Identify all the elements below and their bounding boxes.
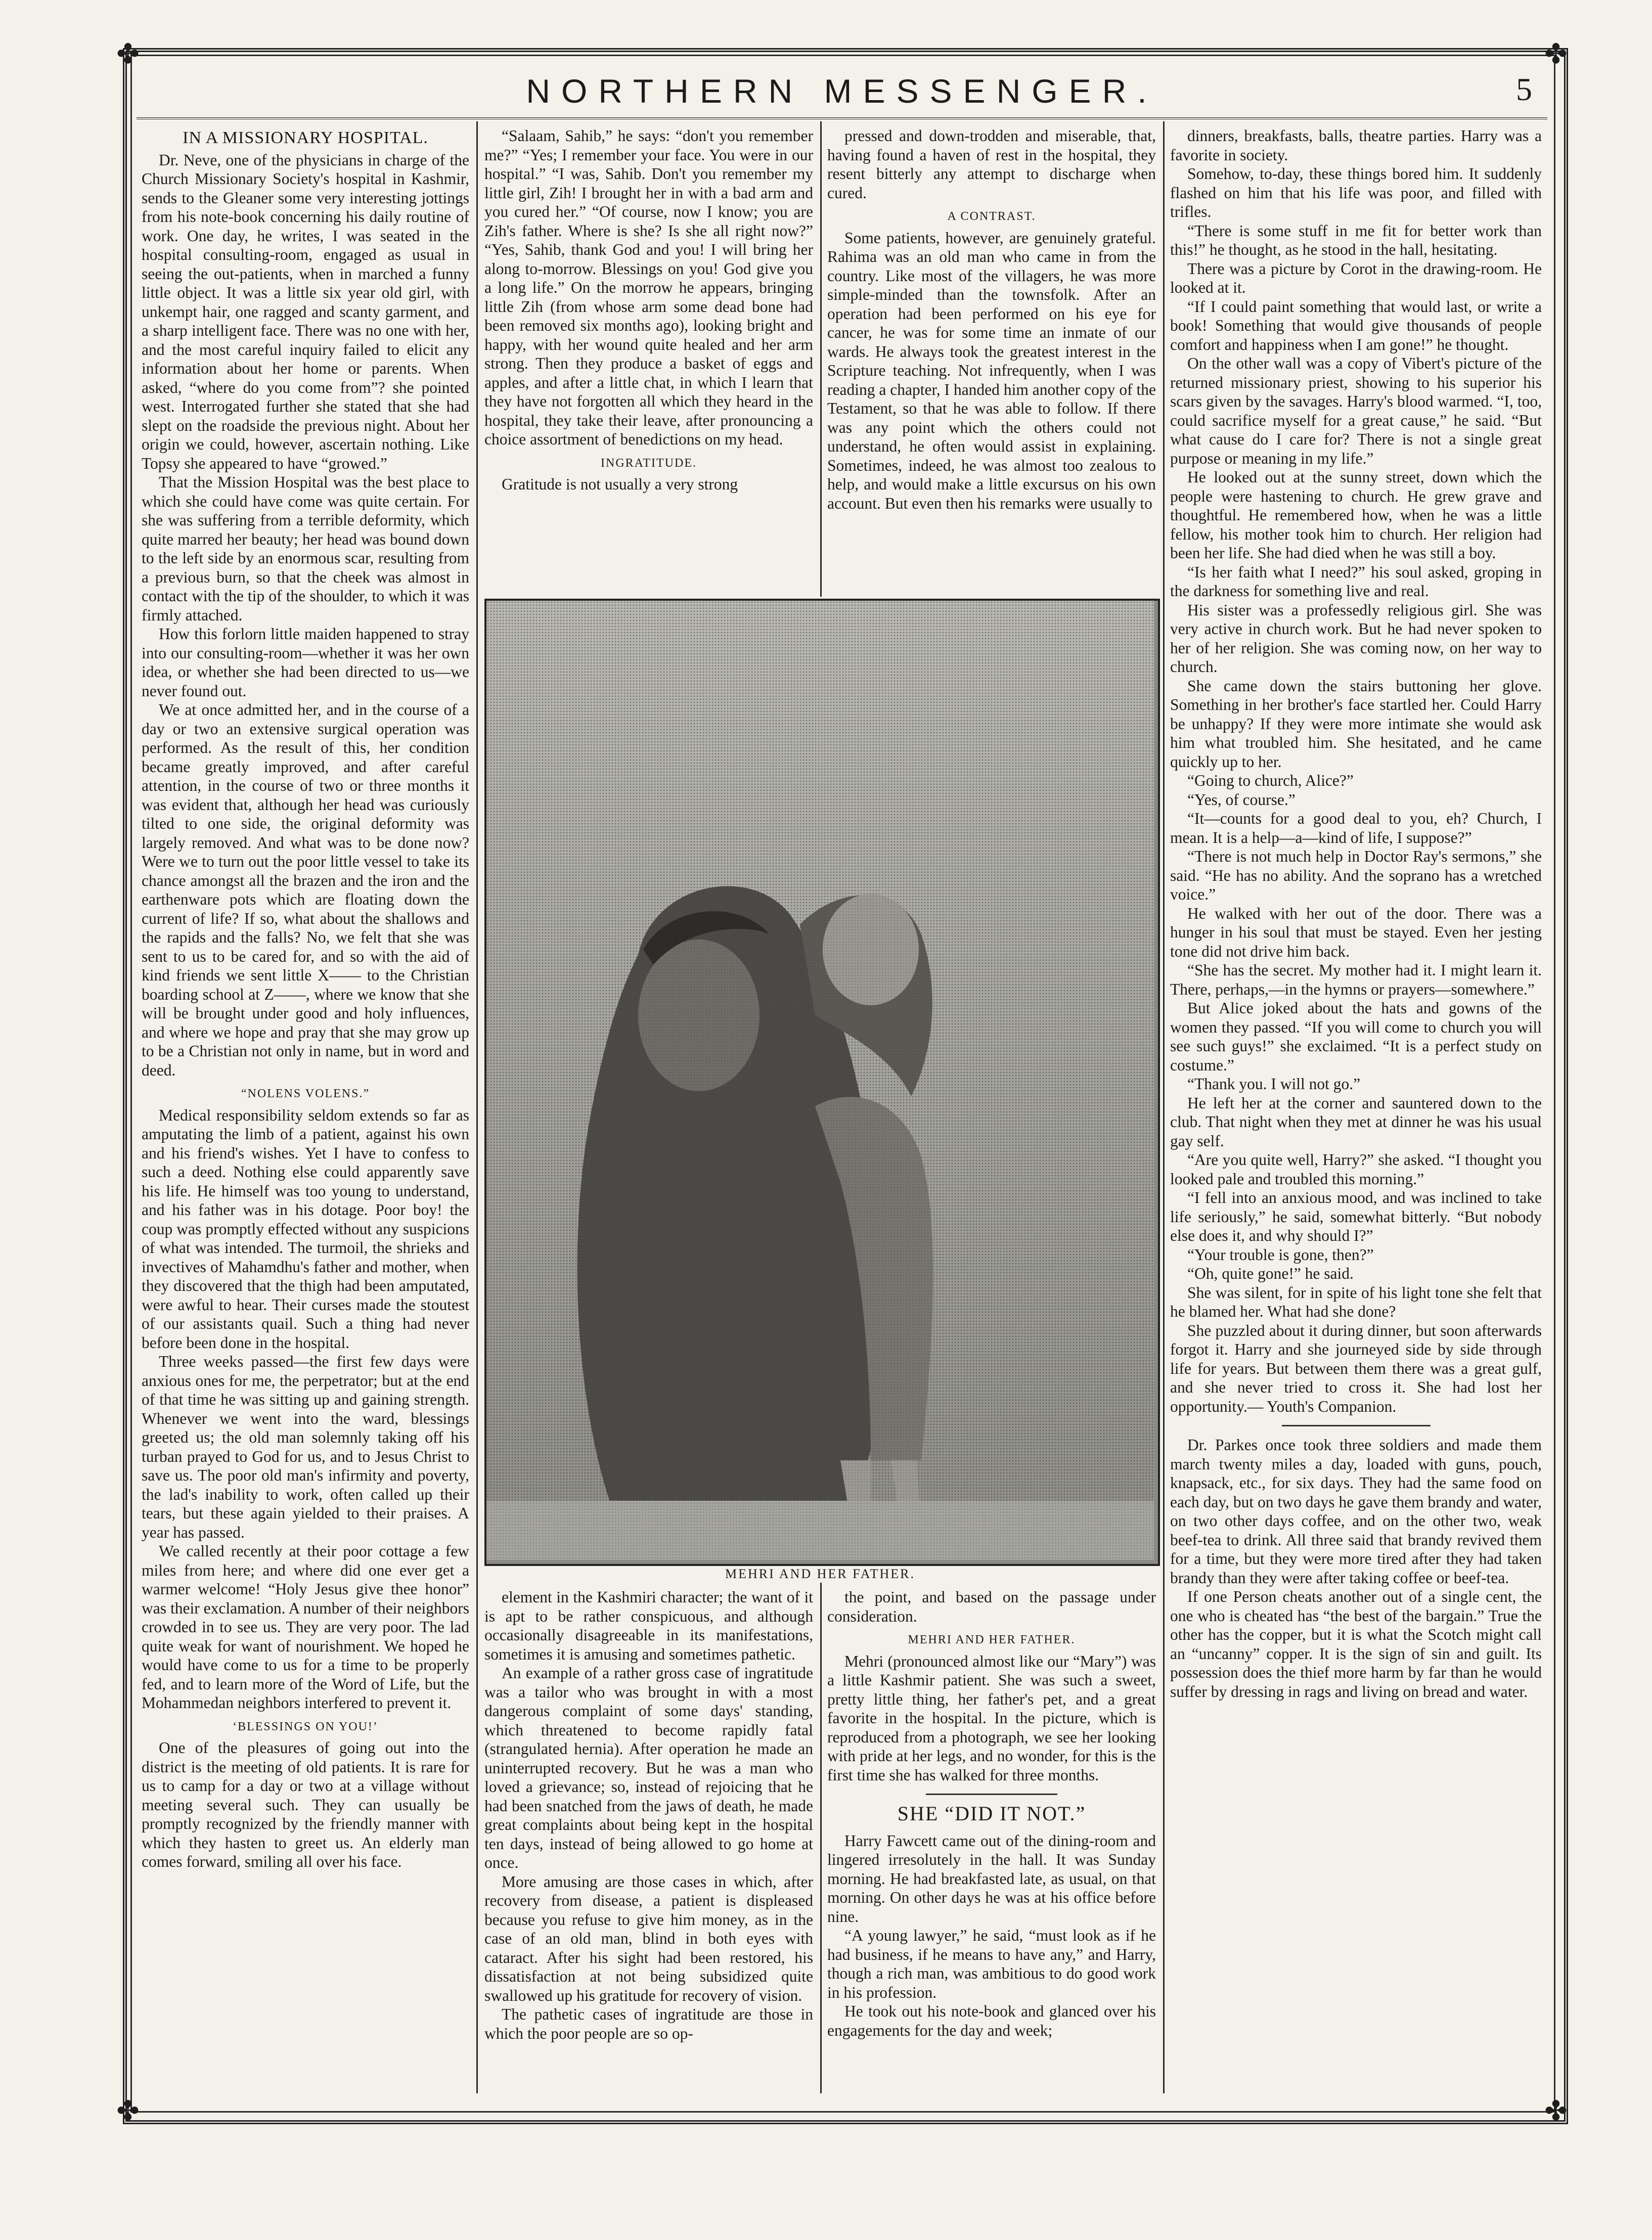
paragraph: Somehow, to-day, these things bored him. It suddenly flashed on him that his life was poor, and filled with trifles. bbox=[1170, 165, 1542, 220]
corner-ornament-icon: ✤ bbox=[1544, 2096, 1568, 2126]
paragraph: Dr. Neve, one of the physicians in charge of the Church Missionary Society's hospital in Kashmir, sends to the Gleaner some very interesting jottings from his note-book concerning his daily routine of work. One day, he writes, I was seated in the hospital consulting-room, engaged as usual in seeing the out-patients, when in marched a funny little object. It was a little six year old girl, with unkempt hair, one ragged and scanty garment, and a sharp intelligent face. There was no one with her, and the most careful inquiry failed to elicit any information about her home or parents. When asked, “where do you come from”? she pointed west. Interrogated further she stated that she had slept on the roadside the previous night. About her origin we could, however, ascertain nothing. Like Topsy she appeared to have “growed.” bbox=[142, 151, 469, 472]
column-rule bbox=[476, 121, 478, 2093]
paragraph: How this forlorn little maiden happened to stray into our consulting-room—whether it was her own idea, or whether she had been directed to us—we never found out. bbox=[142, 625, 469, 700]
paragraph: “Salaam, Sahib,” he says: “don't you remember me?” “Yes; I remember your face. You were in our hospital.” “I was, Sahib. Don't you remember my little girl, Zih! I brought her in with a bad arm and you cured her.” “Of course, now I know; you are Zih's father. Where is she? Is she all right now?” “Yes, Sahib, thank God and you! I will bring her along to-morrow. Blessings on you! God give you a long life.” On the morrow he appears, bringing little Zih (from whose arm some dead bone had been removed six months ago), looking bright and happy, with her wound quite healed and her arm strong. Then they produce a basket of eggs and apples, and after a little chat, in which I learn that they have not forgotten all which they heard in the hospital, they take their leave, after pronouncing a choice assortment of benedictions on my head. bbox=[484, 127, 813, 448]
column-rule bbox=[820, 1583, 822, 2093]
corner-ornament-icon: ✤ bbox=[1544, 39, 1568, 69]
paragraph: dinners, breakfasts, balls, theatre parties. Harry was a favorite in society. bbox=[1170, 127, 1542, 164]
paragraph: Some patients, however, are genuinely grateful. Rahima was an old man who came in from the country. Like most of the villagers, he was more simple-minded than the townsfolk. After an operation had been performed on his eye for cancer, he was for some time an inmate of our wards. He always took the greatest interest in the Scripture teaching. Not infrequently, when I was reading a chapter, I handed him another copy of the Testament, so that he was able to follow. If there was any point which the others could not understand, he often would assist in explaining. Sometimes, indeed, he was almost too zealous to help, and would make a little excursus on his own account. But even then his remarks were usually to bbox=[827, 229, 1156, 512]
paragraph: “Yes, of course.” bbox=[1187, 790, 1296, 809]
divider bbox=[926, 1794, 1057, 1795]
masthead bbox=[137, 62, 1547, 119]
paragraph: Harry Fawcett came out of the dining-room and lingered irresolutely in the hall. It was Sunday morning. He had breakfasted late, as usual, on that morning. On other days he was at his office before nine. bbox=[827, 1831, 1156, 1925]
column-2-bottom bbox=[484, 1588, 813, 2093]
paragraph: Mehri (pronounced almost like our “Mary”) was a little Kashmir patient. She was such a sweet, pretty little thing, her father's pet, and a great favorite in the hospital. In the picture, which is reproduced from a photograph, we see her looking with pride at her legs, and no wonder, for this is the first time she has walked for three months. bbox=[827, 1652, 1156, 1784]
paragraph: We called recently at their poor cottage a few miles from here; and where did one ever get a warmer welcome! “Holy Jesus give thee honor” was their exclamation. A number of their neighbors crowded in to see us. They are very poor. The lad quite weak for want of nourishment. We hoped he would have come to us for a time to be properly fed, and to learn more of the Word of Life, but the Mohammedan neighbors interfered to prevent it. bbox=[142, 1542, 469, 1712]
paragraph: She was silent, for in spite of his light tone she felt that he blamed her. What had she done? bbox=[1170, 1283, 1542, 1320]
page-number: 5 bbox=[1516, 71, 1532, 107]
paragraph: If one Person cheats another out of a single cent, the one who is cheated has “the best of the bargain.” True the other has the copper, but it is what the Scotch might call an “uncanny” copper. It is the sign of sin and guilt. Its possession does the thief more harm by far than he would suffer by dressing in rags and living on bread and water. bbox=[1170, 1588, 1542, 1700]
section-heading: “NOLENS VOLENS.” bbox=[241, 1087, 370, 1100]
paragraph: More amusing are those cases in which, after recovery from disease, a patient is displeased because you refuse to give him money, as in the case of an old man, blind in both eyes with cataract. After his sight had been restored, his dissatisfaction at not being subsidized quite swallowed up his gratitude for recovery of vision. bbox=[484, 1872, 813, 2004]
paragraph: the point, and based on the passage under consideration. bbox=[827, 1588, 1156, 1625]
paragraph: She came down the stairs buttoning her glove. Something in her brother's face startled her. Could Harry be unhappy? If they were more intimate she would ask him what troubled him. She hesitated, and he came quickly up to her. bbox=[1170, 677, 1542, 771]
paragraph: “Are you quite well, Harry?” she asked. “I thought you looked pale and troubled this morning.” bbox=[1170, 1151, 1542, 1188]
paragraph: “If I could paint something that would last, or write a book! Something that would give thousands of people comfort and happiness when I am gone!” he thought. bbox=[1170, 297, 1542, 353]
column-2-top bbox=[484, 126, 813, 592]
paragraph: “Is her faith what I need?” his soul asked, groping in the darkness for something live and real. bbox=[1170, 563, 1542, 600]
article-title: SHE “DID IT NOT.” bbox=[897, 1802, 1086, 1825]
paragraph: An example of a rather gross case of ingratitude was a tailor who was brought in with a most dangerous complaint of some days' standing, which threatened to become rapidly fatal (strangulated hernia). After operation he made an uninterrupted recovery. But he was a man who loved a grievance; so, instead of rejoicing that he had been snatched from the jaws of death, he made great complaints about being kept in the hospital ten days, instead of being allowed to go home at once. bbox=[484, 1664, 813, 1871]
paragraph: We at once admitted her, and in the course of a day or two an extensive surgical operation was performed. As the result of this, her condition became greatly improved, and after careful attention, in the course of two or three months it was evident that, although her head was curiously tilted to one side, the original deformity was largely removed. And what was to be done now? Were we to turn out the poor little vessel to take its chance amongst all the brazen and the iron and the earthenware pots which are floating down the current of life? If so, what about the shallows and the rapids and the falls? No, we felt that she was sent to us to be cared for, and so with the aid of kind friends we sent little X—— to the Christian boarding school at Z——, where we know that she will be brought under good and holy influences, and where we hope and pray that she may grow up to be a Christian not only in name, but in word and deed. bbox=[142, 701, 469, 1079]
paragraph: Dr. Parkes once took three soldiers and made them march twenty miles a day, loaded with guns, pouch, knapsack, etc., for six days. They had the same food on each day, but on two days he gave them brandy and water, on two other days coffee, and on the other two, weak beef-tea to drink. All three said that brandy revived them for a time, but they were more tired after they had taken brandy than they were after taking coffee or beef-tea. bbox=[1170, 1436, 1542, 1587]
column-rule bbox=[1163, 121, 1165, 2093]
paragraph: That the Mission Hospital was the best place to which she could have come was quite certain. For she was suffering from a terrible deformity, which quite marred her beauty; her head was bound down to the left side by an enormous scar, resulting from a previous burn, so that the cheek was almost in contact with the tip of the shoulder, to which it was firmly attached. bbox=[142, 473, 469, 624]
paragraph: “Going to church, Alice?” bbox=[1187, 772, 1354, 789]
paragraph: She puzzled about it during dinner, but soon afterwards forgot it. Harry and she journeyed side by side through life for years. But between them there was a great gulf, and she never tried to cross it. She had lost her opportunity.— Youth's Companion. bbox=[1170, 1321, 1542, 1415]
paragraph: “Thank you. I will not go.” bbox=[1187, 1075, 1361, 1093]
paragraph: “Oh, quite gone!” he said. bbox=[1187, 1265, 1354, 1282]
paragraph: “I fell into an anxious mood, and was inclined to take life seriously,” he said, somewhat bitterly. “But nobody else does it, and why should I?” bbox=[1170, 1189, 1542, 1244]
paragraph: Three weeks passed—the first few days were anxious ones for me, the perpetrator; but at the end of that time he was sitting up and gaining strength. Whenever we went into the ward, blessings greeted us; the old man solemnly taking off his turban prayed to God for us, and to Jesus Christ to save us. The poor old man's infirmity and poverty, the lad's inability to work, often called up their tears, but these again yielded to their praises. A year has passed. bbox=[142, 1353, 469, 1541]
section-heading: A CONTRAST. bbox=[947, 210, 1036, 223]
photo-mehri-and-father bbox=[484, 599, 1160, 1566]
column-3-top bbox=[827, 126, 1156, 592]
paragraph: But Alice joked about the hats and gowns of the women they passed. “If you will come to church you will see such guys!” she exclaimed. “It is a perfect study on costume.” bbox=[1170, 999, 1542, 1074]
paragraph: “There is not much help in Doctor Ray's sermons,” she said. “He has no ability. And the soprano has a wretched voice.” bbox=[1170, 847, 1542, 903]
column-4 bbox=[1170, 126, 1542, 2093]
halftone-photo bbox=[486, 601, 1154, 1560]
newspaper-title: NORTHERN MESSENGER. bbox=[526, 72, 1158, 110]
paragraph: He took out his note-book and glanced over his engagements for the day and week; bbox=[827, 2002, 1156, 2039]
corner-ornament-icon: ✤ bbox=[116, 2096, 140, 2126]
column-rule bbox=[820, 121, 822, 597]
corner-ornament-icon: ✤ bbox=[116, 39, 140, 69]
paragraph: element in the Kashmiri character; the want of it is apt to be rather conspicuous, and although occasionally disagreeable in its manifestations, sometimes it is amusing and sometimes pathetic. bbox=[484, 1588, 813, 1663]
paragraph: The pathetic cases of ingratitude are those in which the poor people are so op- bbox=[484, 2005, 813, 2042]
section-heading: INGRATITUDE. bbox=[601, 456, 697, 470]
paragraph: pressed and down-trodden and miserable, that, having found a haven of rest in the hospital, they resent bitterly any attempt to discharge when cured. bbox=[827, 127, 1156, 202]
paragraph: His sister was a professedly religious girl. She was very active in church work. But he had never spoken to her of her religion. She was coming now, on her way to church. bbox=[1170, 601, 1542, 676]
paragraph: “Your trouble is gone, then?” bbox=[1187, 1245, 1374, 1264]
divider bbox=[1282, 1425, 1431, 1426]
paragraph: Gratitude is not usually a very strong bbox=[502, 475, 738, 493]
paragraph: He walked with her out of the door. There was a hunger in his soul that must be stayed. Even her jesting tone did not drive him back. bbox=[1170, 904, 1542, 960]
section-heading: ‘BLESSINGS ON YOU!’ bbox=[233, 1720, 378, 1733]
paragraph: There was a picture by Corot in the drawing-room. He looked at it. bbox=[1170, 259, 1542, 296]
paragraph: “A young lawyer,” he said, “must look as if he had business, if he means to have any,” and Harry, though a rich man, was ambitious to do good work in his profession. bbox=[827, 1927, 1156, 2001]
section-heading: MEHRI AND HER FATHER. bbox=[908, 1633, 1076, 1646]
paragraph: “There is some stuff in me fit for better work than this!” he thought, as he stood in the hall, hesitating. bbox=[1170, 221, 1542, 258]
paragraph: “She has the secret. My mother had it. I might learn it. There, perhaps,—in the hymns or prayers—somewhere.” bbox=[1170, 961, 1542, 998]
article-missionary-hospital bbox=[142, 126, 469, 2093]
paragraph: He looked out at the sunny street, down which the people were hastening to church. He grew grave and thoughtful. He remembered how, when he was a little fellow, his mother took him to church. Her religion had been her life. She had died when he was still a boy. bbox=[1170, 468, 1542, 562]
column-3-bottom bbox=[827, 1588, 1156, 2093]
photo-caption: MEHRI AND HER FATHER. bbox=[725, 1566, 915, 1581]
paragraph: On the other wall was a copy of Vibert's picture of the returned missionary priest, showing to his superior his scars given by the savages. Harry's blood warmed. “I, too, could sacrifice myself for a great cause,” he said. “But what cause do I care for? There is not a single great purpose or meaning in my life.” bbox=[1170, 354, 1542, 467]
paragraph: “It—counts for a good deal to you, eh? Church, I mean. It is a help—a—kind of life, I suppose?” bbox=[1170, 810, 1542, 846]
paragraph: Medical responsibility seldom extends so far as amputating the limb of a patient, against his own and his friend's wishes. Yet I have to confess to such a deed. Nothing else could apparently save his life. He himself was too young to understand, and his father was in his dotage. Poor boy! the coup was promptly effected without any suspicions of what was intended. The turmoil, the shrieks and invectives of Mahamdhu's father and mother, when they discovered that the thigh had been amputated, were awful to hear. Their curses made the stoutest of our assistants quail. Such a thing had never before been done in the hospital. bbox=[142, 1106, 469, 1352]
paragraph: One of the pleasures of going out into the district is the meeting of old patients. It is rare for us to camp for a day or two at a village without meeting several such. They can usually be promptly recognized by the friendly manner with which they hasten to greet us. An elderly man comes forward, smiling all over his face. bbox=[142, 1739, 469, 1870]
article-title: IN A MISSIONARY HOSPITAL. bbox=[183, 128, 428, 147]
paragraph: He left her at the corner and sauntered down to the club. That night when they met at dinner he was his usual gay self. bbox=[1170, 1094, 1542, 1150]
